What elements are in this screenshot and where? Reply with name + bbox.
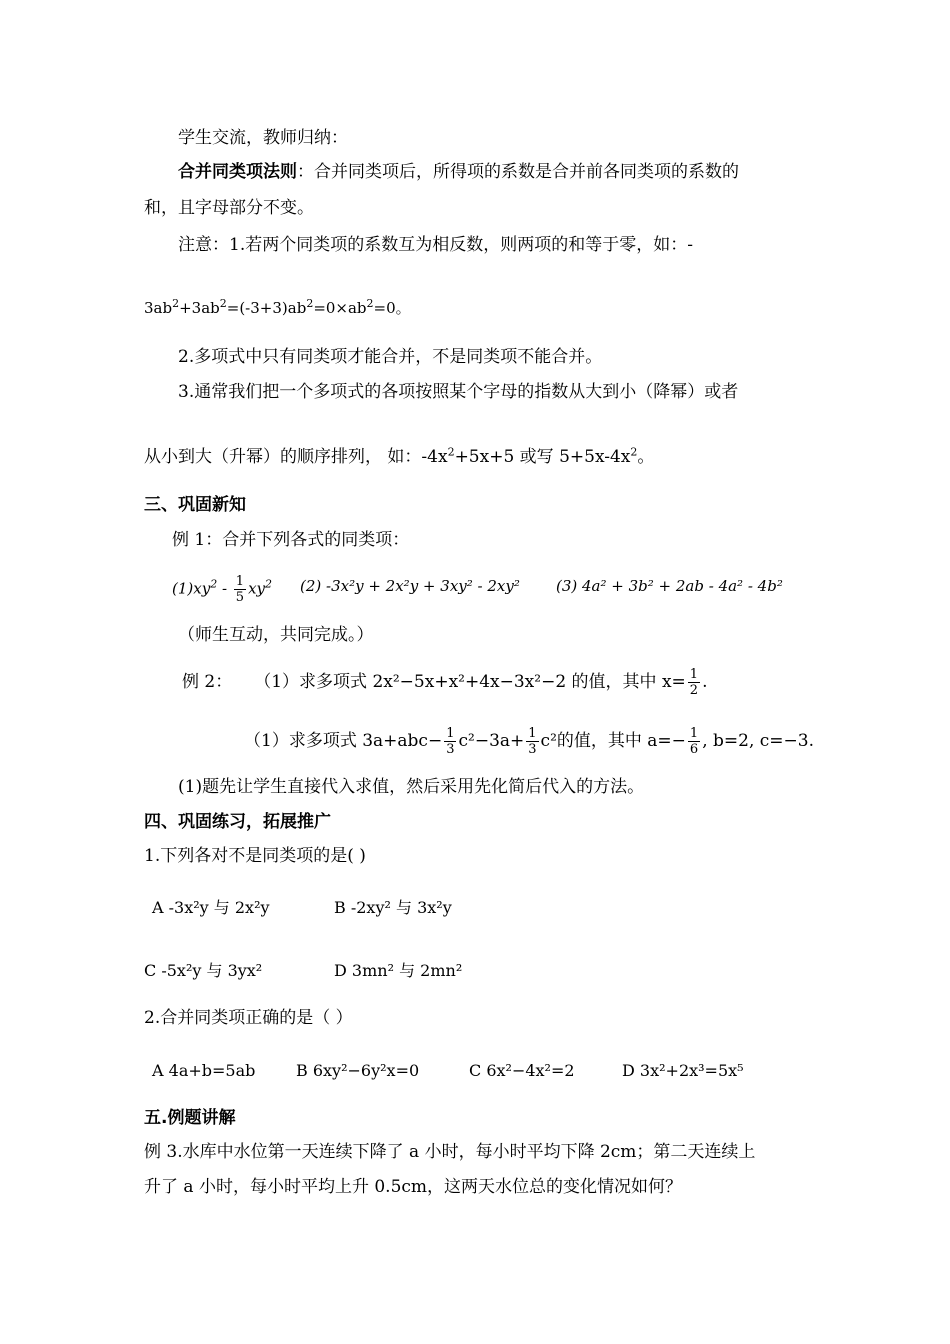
ex2-q2-d: , b=2, c=−3. [702, 731, 814, 751]
fraction [688, 667, 700, 698]
note1-term-b: +3ab [179, 299, 220, 317]
q2-option-b: B 6xy²−6y²x=0 [296, 1061, 420, 1080]
note1-term-a: 3ab [144, 299, 173, 317]
q1-option-a: A -3x²y 与 2x²y [152, 898, 270, 917]
note3-line-2 [144, 445, 654, 469]
fraction-den: 2 [689, 683, 699, 698]
section3-title: 三、巩固新知 [144, 495, 246, 515]
interact-note: （师生互动，共同完成。） [178, 625, 374, 645]
ex1-p1-b: - [217, 579, 232, 598]
rule-title: 合并同类项法则 [178, 162, 297, 182]
example1-problems [172, 574, 272, 605]
example3-line-2: 升了 a 小时，每小时平均上升 0.5cm，这两天水位总的变化情况如何？ [144, 1177, 683, 1197]
exp: 2 [630, 445, 638, 459]
ex2-q1-end: . [702, 672, 708, 692]
note3-part-b: +5x+5 或写 5+5x-4x [454, 447, 631, 467]
fraction [688, 726, 700, 757]
ex1-p1-c: xy [248, 579, 266, 598]
exp: 2 [210, 577, 218, 591]
example3-line-1: 例 3.水库中水位第一天连续下降了 a 小时，每小时平均下降 2cm；第二天连续上 [144, 1142, 756, 1162]
fraction-den: 5 [235, 590, 245, 605]
exp: 2 [306, 297, 314, 310]
fraction-num: 1 [446, 726, 455, 741]
note1-term-d: =0×ab [313, 299, 367, 317]
q1-option-c: C -5x²y 与 3yx² [144, 961, 263, 980]
ex1-p1-a: (1)xy [172, 579, 211, 598]
example2-q1 [182, 667, 707, 698]
fraction-num: 1 [689, 667, 699, 682]
note1-term-c: =(-3+3)ab [226, 299, 307, 317]
section5-title: 五.例题讲解 [144, 1108, 236, 1128]
fraction-den: 3 [446, 742, 455, 757]
exp: 2 [447, 445, 455, 459]
note3-part-a: 从小到大（升幂）的顺序排列， 如：-4x [144, 447, 448, 467]
fraction-den: 3 [528, 742, 537, 757]
ex2-q1-text: （1）求多项式 2x²−5x+x²+4x−3x²−2 的值，其中 x= [254, 672, 686, 692]
ex2-q2-c: c²的值，其中 a=− [540, 731, 686, 751]
q2-option-c: C 6x²−4x²=2 [469, 1061, 575, 1080]
fraction [526, 726, 538, 757]
exp: 2 [366, 297, 374, 310]
q1-option-b: B -2xy² 与 3x²y [334, 898, 452, 917]
ex2-q2-b: c²−3a+ [458, 731, 525, 751]
fraction-num: 1 [528, 726, 537, 741]
rule-text-1: ：合并同类项后，所得项的系数是合并前各同类项的系数的 [297, 162, 739, 182]
fraction-num: 1 [235, 574, 245, 589]
intro-line: 学生交流，教师归纳： [178, 128, 348, 148]
q1-option-d: D 3mn² 与 2mn² [334, 961, 463, 980]
example2-label: 例 2： [182, 672, 233, 692]
note3-line-1: 3.通常我们把一个多项式的各项按照某个字母的指数从大到小（降幂）或者 [178, 382, 739, 402]
note2-line: 2.多项式中只有同类项才能合并，不是同类项不能合并。 [178, 347, 603, 367]
example1-label: 例 1：合并下列各式的同类项： [172, 530, 410, 550]
example2-q2 [244, 726, 814, 757]
rule-line-2: 和，且字母部分不变。 [144, 198, 314, 218]
exp: 2 [219, 297, 227, 310]
note1-term-e: =0。 [373, 299, 411, 317]
question-1: 1.下列各对不是同类项的是( ) [144, 846, 366, 866]
section4-title: 四、巩固练习，拓展推广 [144, 812, 331, 832]
ex2-q2-a: （1）求多项式 3a+abc− [244, 731, 443, 751]
q2-option-a: A 4a+b=5ab [152, 1061, 256, 1080]
q2-option-d: D 3x²+2x³=5x⁵ [622, 1061, 744, 1080]
ex1-problem-2: (2) -3x²y + 2x²y + 3xy² - 2xy² [300, 577, 520, 595]
fraction-den: 6 [689, 742, 699, 757]
fraction [444, 726, 456, 757]
fraction-num: 1 [689, 726, 699, 741]
fraction [234, 574, 246, 605]
question-2: 2.合并同类项正确的是（ ） [144, 1008, 353, 1028]
ex1-problem-3: (3) 4a² + 3b² + 2ab - 4a² - 4b² [556, 577, 783, 595]
note3-part-c: 。 [637, 447, 655, 467]
exp: 2 [172, 297, 180, 310]
note1-line-1: 注意：1.若两个同类项的系数互为相反数，则两项的和等于零，如：- [178, 235, 693, 255]
note1-line-2 [144, 296, 411, 320]
exp: 2 [265, 577, 273, 591]
example2-note: (1)题先让学生直接代入求值，然后采用先化简后代入的方法。 [178, 777, 645, 797]
rule-line-1 [178, 160, 739, 184]
